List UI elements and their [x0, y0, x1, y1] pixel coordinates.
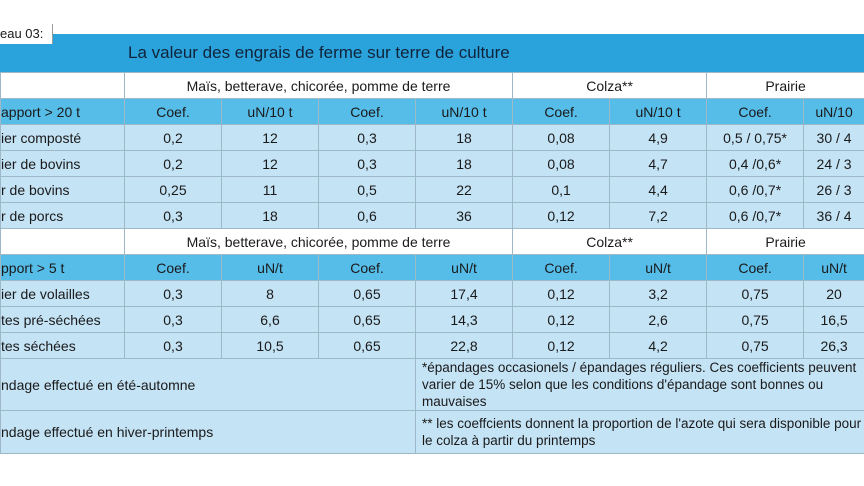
table-cell: 22 [416, 177, 513, 203]
column-header-row [1, 255, 864, 281]
note-row [1, 411, 864, 454]
column-header: uN/10 t [222, 99, 319, 125]
table-cell: 0,65 [319, 333, 416, 359]
column-header: uN/t [610, 255, 707, 281]
table-row [1, 151, 864, 177]
table-cell: 0,12 [513, 307, 610, 333]
table-cell: 4,4 [610, 177, 707, 203]
table-cell: 0,3 [319, 125, 416, 151]
row-label: ier de bovins [1, 151, 125, 177]
table-cell: 36 [416, 203, 513, 229]
page-footer-space [0, 456, 864, 486]
table-cell: 17,4 [416, 281, 513, 307]
row-label: ier de volailles [1, 281, 125, 307]
table-cell: 20 [804, 281, 864, 307]
table-cell: 0,3 [125, 281, 222, 307]
column-header: uN/10 [804, 99, 864, 125]
column-header: uN/t [222, 255, 319, 281]
group-header-colza: Colza** [513, 73, 707, 99]
table-cell: 0,75 [707, 307, 804, 333]
table-cell: 0,5 [319, 177, 416, 203]
table-row [1, 177, 864, 203]
group-header-crops: Maïs, betterave, chicorée, pomme de terre [125, 73, 513, 99]
table-cell: 0,08 [513, 151, 610, 177]
table-cell: 36 / 4 [804, 203, 864, 229]
column-header: uN/10 t [416, 99, 513, 125]
note-label: ndage effectué en été-automne [1, 359, 416, 411]
table-cell: 0,6 [319, 203, 416, 229]
table-cell: 16,5 [804, 307, 864, 333]
group-header-prairie: Prairie [707, 229, 864, 255]
header-corner-cell [1, 229, 125, 255]
table-cell: 30 / 4 [804, 125, 864, 151]
table-cell: 4,9 [610, 125, 707, 151]
table-cell: 0,08 [513, 125, 610, 151]
table-cell: 0,65 [319, 281, 416, 307]
section-label: apport > 20 t [1, 99, 125, 125]
table-cell: 26,3 [804, 333, 864, 359]
table-cell: 0,25 [125, 177, 222, 203]
column-header: Coef. [707, 255, 804, 281]
table-cell: 12 [222, 151, 319, 177]
table-cell: 0,3 [125, 307, 222, 333]
table-cell: 2,6 [610, 307, 707, 333]
table-cell: 0,3 [319, 151, 416, 177]
note-text: ** les coeffcients donnent la proportion de l'azote qui sera disponible pour le colza à partir du printemps [416, 411, 864, 454]
row-label: tes pré-séchées [1, 307, 125, 333]
table-cell: 0,1 [513, 177, 610, 203]
note-text: *épandages occasionels / épandages réguliers. Ces coefficients peuvent varier de 15% selon que les conditions d'épandage sont bonnes ou mauvaises [416, 359, 864, 411]
header-corner-cell [1, 73, 125, 99]
group-header-prairie: Prairie [707, 73, 864, 99]
row-label: tes séchées [1, 333, 125, 359]
table-row [1, 203, 864, 229]
group-header-crops: Maïs, betterave, chicorée, pomme de terre [125, 229, 513, 255]
table-cell: 0,3 [125, 203, 222, 229]
table-cell: 14,3 [416, 307, 513, 333]
table-cell: 0,6 /0,7* [707, 203, 804, 229]
column-header: Coef. [125, 255, 222, 281]
column-header: uN/t [804, 255, 864, 281]
table-cell: 8 [222, 281, 319, 307]
column-header: uN/t [416, 255, 513, 281]
table-cell: 11 [222, 177, 319, 203]
table-cell: 3,2 [610, 281, 707, 307]
table-number-label: eau 03: [0, 24, 53, 44]
table-cell: 18 [416, 151, 513, 177]
group-header-colza: Colza** [513, 229, 707, 255]
table-cell: 6,6 [222, 307, 319, 333]
table-cell: 4,2 [610, 333, 707, 359]
table-cell: 0,4 /0,6* [707, 151, 804, 177]
table-cell: 26 / 3 [804, 177, 864, 203]
column-header: Coef. [319, 255, 416, 281]
table-cell: 12 [222, 125, 319, 151]
column-header: Coef. [707, 99, 804, 125]
title-bar [0, 34, 864, 72]
table-cell: 0,12 [513, 203, 610, 229]
table-cell: 0,3 [125, 333, 222, 359]
table-cell: 0,2 [125, 125, 222, 151]
table-row [1, 333, 864, 359]
table-cell: 0,5 / 0,75* [707, 125, 804, 151]
table-cell: 22,8 [416, 333, 513, 359]
note-row [1, 359, 864, 411]
table-row [1, 125, 864, 151]
column-header: Coef. [513, 255, 610, 281]
table-row [1, 307, 864, 333]
table-cell: 7,2 [610, 203, 707, 229]
fertilizer-value-table [0, 72, 864, 454]
group-header-row [1, 73, 864, 99]
table-cell: 0,12 [513, 281, 610, 307]
table-cell: 0,6 /0,7* [707, 177, 804, 203]
table-cell: 18 [416, 125, 513, 151]
section-label: pport > 5 t [1, 255, 125, 281]
table-cell: 18 [222, 203, 319, 229]
table-cell: 0,2 [125, 151, 222, 177]
row-label: r de porcs [1, 203, 125, 229]
column-header: Coef. [319, 99, 416, 125]
group-header-row [1, 229, 864, 255]
table-cell: 24 / 3 [804, 151, 864, 177]
column-header: Coef. [513, 99, 610, 125]
table-cell: 0,75 [707, 281, 804, 307]
note-label: ndage effectué en hiver-printemps [1, 411, 416, 454]
column-header-row [1, 99, 864, 125]
column-header: uN/10 t [610, 99, 707, 125]
table-row [1, 281, 864, 307]
row-label: ier composté [1, 125, 125, 151]
column-header: Coef. [125, 99, 222, 125]
table-cell: 10,5 [222, 333, 319, 359]
table-title: La valeur des engrais de ferme sur terre de culture [128, 43, 510, 62]
table-cell: 0,75 [707, 333, 804, 359]
table-cell: 4,7 [610, 151, 707, 177]
table-cell: 0,12 [513, 333, 610, 359]
row-label: r de bovins [1, 177, 125, 203]
table-cell: 0,65 [319, 307, 416, 333]
